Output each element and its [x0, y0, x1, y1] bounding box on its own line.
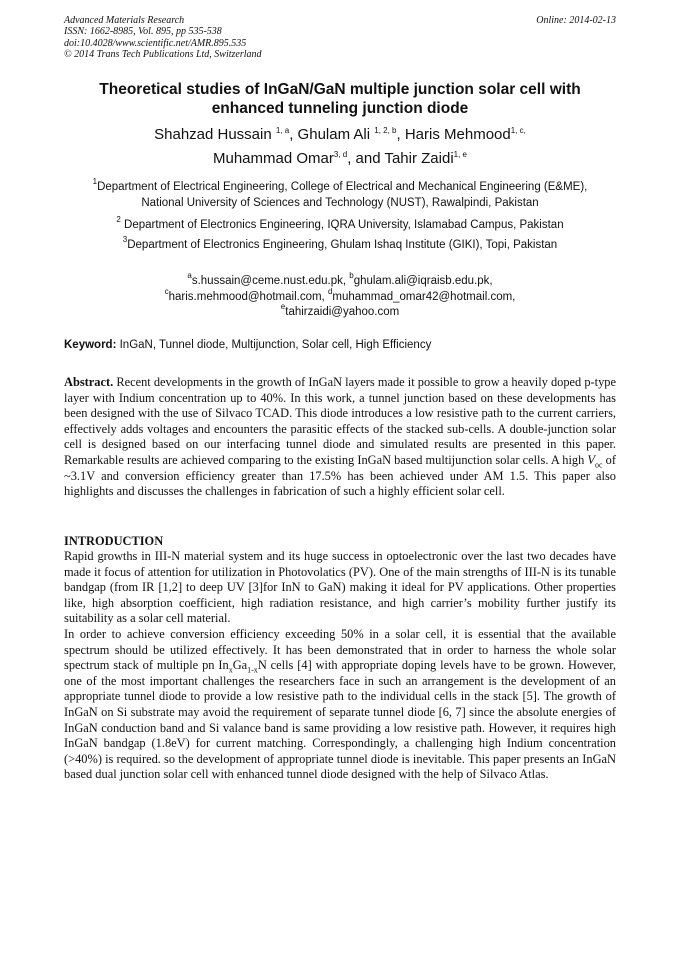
author-affil-mark: 1, c, — [510, 126, 526, 135]
author-name: , Ghulam Ali — [289, 126, 375, 143]
author-affil-mark: 1, 2, b — [374, 126, 397, 135]
journal-name: Advanced Materials Research — [64, 15, 185, 26]
paragraph: In order to achieve conversion efficiency exceeding 50% in a solar cell, it is essential that the available spectrum should be utilized effectively. It has been demonstrated that in order to harness the whole solar spectrum stack of multiple pn $In_xGa_{1-x}N$ cells [4] with appropriate doping levels have to be grown. However, one of the most important challenges the researchers face in such an arrangement is the development of an appropriate tunnel diode to provide a low resistive path to the individual cells in the stack [5]. The growth of InGaN on Si substrate may avoid the requirement of separate tunnel diode [6, 7] since the absolute energies of InGaN conduction band and Si valance band is same providing a low resistive path. However, it requires high InGaN bandgap (1.8eV) for current matching. Correspondingly, a challenging high Indium concentration (>40%) is required. so the development of appropriate tunnel diode is inevitable. This paper presents an InGaN based dual junction solar cell with enhanced tunnel diode designed with the help of Silvaco Atlas. — [64, 626, 617, 782]
email-mark: e — [280, 302, 286, 311]
affiliation-mark: 1 — [92, 177, 98, 186]
author-line-1 — [64, 123, 616, 147]
email-link[interactable]: ghulam.ali@iqraisb.edu.pk, — [353, 275, 493, 287]
abstract-text: Recent developments in the growth of InGaN layers made it possible to grow a heavily doped p-type layer with Indium concentration up to 40%. In this work, a tunnel junction based on these developments has been designed with the use of Silvaco TCAD. This diode introduces a low resistive path to the current carriers, effectively adds voltages and encounters the parasitic effects of the stacked sub-cells. A double-junction solar cell is designed based on our interfacing tunnel diode and simulated results are presented in this paper. Remarkable results are achieved comparing to the existing InGaN based multijunction solar cells. A high — [64, 375, 616, 467]
affiliation-3 — [44, 235, 636, 254]
email-list — [64, 271, 616, 321]
author-name: Shahzad Hussain — [154, 126, 276, 143]
abstract-text: of ~3.1V and conversion efficiency greater than 17.5% has been achieved under AM 1.5. This paper also highlights and discusses the challenges in fabrication of such a highly efficient solar cell. — [64, 452, 616, 499]
author-name: , Haris Mehmood — [396, 126, 511, 143]
email-mark: d — [327, 286, 333, 296]
author-name: Muhammad Omar — [212, 150, 334, 167]
affiliation-text: Department of Electronics Engineering, Ghulam Ishaq Institute (GIKI), Topi, Pakistan — [127, 239, 558, 251]
email-mark: b — [349, 271, 354, 280]
abstract — [64, 375, 616, 500]
copyright-line: © 2014 Trans Tech Publications Ltd, Switzerland — [64, 49, 262, 61]
journal-header — [64, 15, 616, 61]
title-line-2: enhanced tunneling junction diode — [211, 100, 469, 117]
email-mark: c — [164, 286, 169, 296]
title-line-1: Theoretical studies of InGaN/GaN multiple junction solar cell with — [99, 81, 581, 98]
email-mark: a — [187, 271, 192, 280]
keywords-label: Keyword: — [64, 339, 117, 351]
affiliation-text: National University of Sciences and Technology (NUST), Rawalpindi, Pakistan — [141, 196, 539, 209]
affiliation-mark: 2 — [116, 215, 121, 224]
author-list — [64, 123, 616, 171]
keywords — [64, 338, 616, 353]
affiliation-mark: 3 — [122, 235, 128, 244]
email-link[interactable]: muhammad_omar42@hotmail.com, — [332, 290, 516, 303]
online-date: Online: 2014-02-13 — [536, 15, 616, 26]
doi-line: doi:10.4028/www.scientific.net/AMR.895.535 — [64, 37, 247, 49]
affiliation-text: Department of Electronics Engineering, IQRA University, Islamabad Campus, Pakistan — [120, 219, 564, 231]
paper-title — [64, 80, 616, 118]
email-link[interactable]: tahirzaidi@yahoo.com — [285, 306, 400, 318]
author-name: , and Tahir Zaidi — [347, 150, 454, 167]
email-link[interactable]: s.hussain@ceme.nust.edu.pk, — [191, 275, 350, 287]
author-affil-mark: 1, a — [275, 126, 290, 135]
author-affil-mark: 3, d — [333, 150, 348, 159]
issn-line: ISSN: 1662-8985, Vol. 895, pp 535-538 — [64, 26, 222, 38]
keywords-text: InGaN, Tunnel diode, Multijunction, Solar cell, High Efficiency — [116, 339, 432, 351]
introduction-body — [64, 549, 616, 783]
author-affil-mark: 1, e — [453, 150, 467, 159]
section-heading: INTRODUCTION — [64, 534, 164, 548]
affiliation-text: Department of Electrical Engineering, College of Electrical and Mechanical Engineering (E&ME), — [97, 181, 588, 193]
voc-symbol: $V_{oc}$ — [587, 452, 603, 470]
paragraph: Rapid growths in III-N material system and its huge success in optoelectronic over the last two decades have made it focus of attention for utilization in Photovolatics (PV). One of the main strengths of III-N is its tunable bandgap (from IR [1,2] to deep UV [3]for InN to GaN) making it ideal for PV applications. Other properties like, high absorption coefficient, high radiation resistance, and high carrier’s mobility further justify its suitability as a solar cell material. — [64, 549, 616, 626]
affiliation-1 — [44, 177, 636, 211]
email-link[interactable]: haris.mehmood@hotmail.com, — [168, 290, 328, 303]
author-line-2 — [64, 147, 616, 171]
affiliation-2 — [44, 215, 636, 234]
abstract-label: Abstract. — [64, 375, 114, 389]
